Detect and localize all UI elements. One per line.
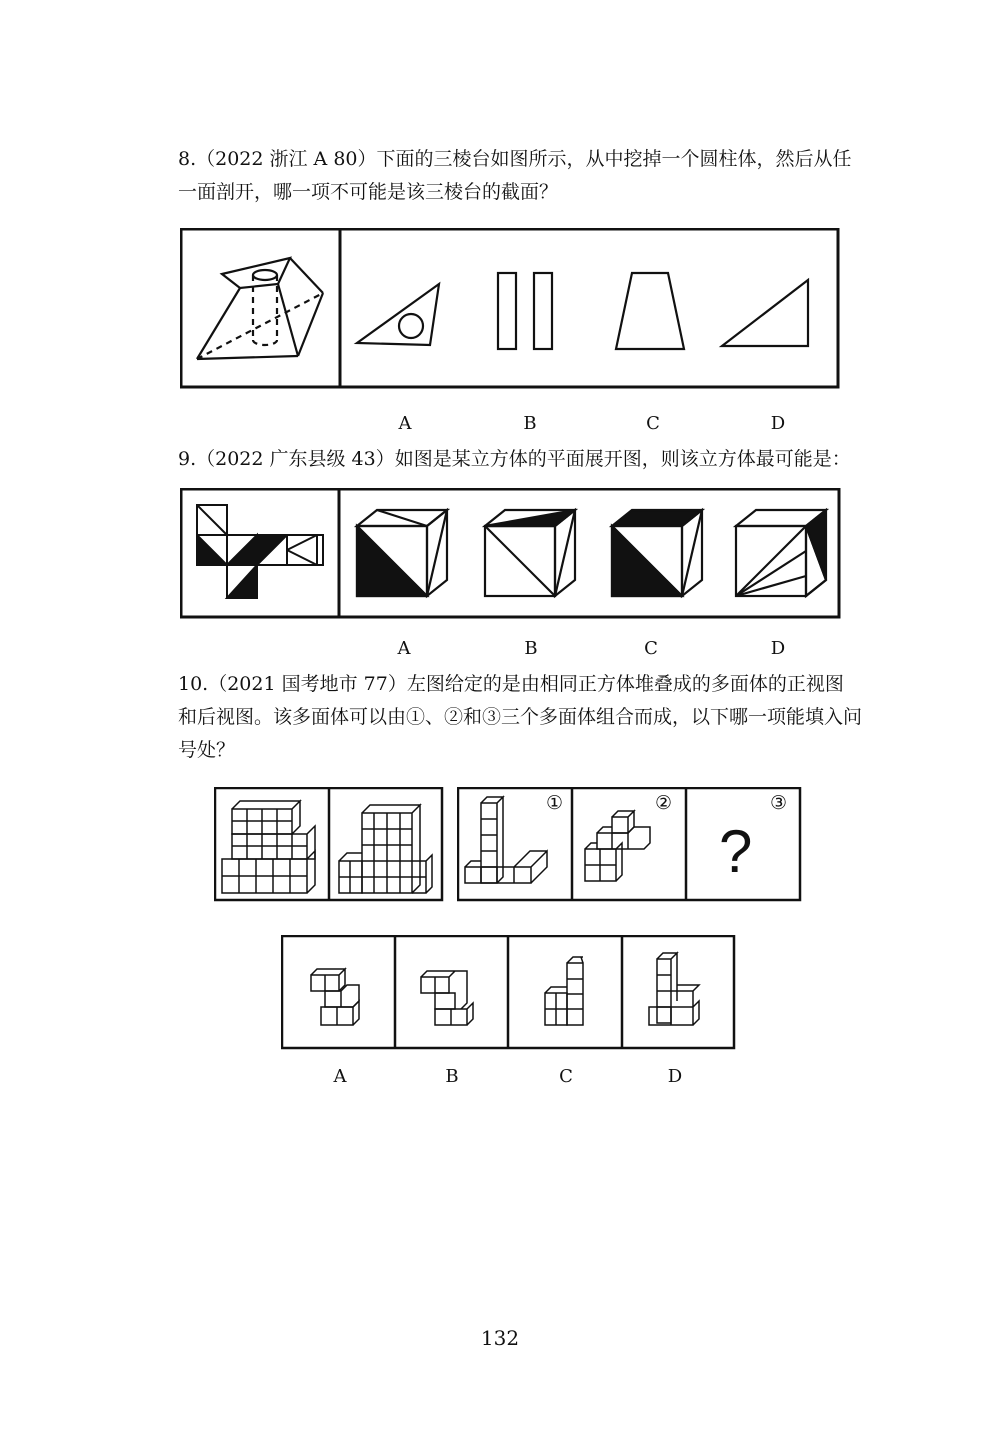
q8-label-b[interactable]: B [523, 413, 537, 434]
q10-option-c-shape [545, 957, 583, 1025]
q10-option-d-shape [649, 953, 699, 1025]
q10-label-c[interactable]: C [559, 1066, 573, 1087]
q9-figure [180, 488, 842, 620]
q8-option-c-shape [616, 273, 684, 349]
q9-label-c[interactable]: C [644, 638, 658, 659]
q10-answer-options [281, 935, 737, 1051]
q10-line-3: 号处？ [178, 739, 236, 761]
q9-label-b[interactable]: B [524, 638, 538, 659]
question-9-text [178, 443, 888, 476]
frustum-shape [197, 258, 323, 359]
unknown-piece-question-mark: ? [719, 818, 753, 885]
q10-option-b-shape [421, 971, 473, 1025]
q10-option-a-shape [311, 969, 359, 1025]
piece-1-shape [465, 797, 547, 883]
q10-label-b[interactable]: B [445, 1066, 459, 1087]
q10-options-svg [281, 935, 737, 1051]
q10-line-2: 和后视图。该多面体可以由①、②和③三个多面体组合而成，以下哪一项能填入问 [178, 706, 863, 728]
back-view-stack [339, 805, 432, 893]
q8-figure [180, 228, 840, 390]
question-8-text [178, 143, 888, 209]
q10-label-a[interactable]: A [333, 1066, 347, 1087]
q9-option-d-cube [736, 510, 826, 596]
q8-label-a[interactable]: A [398, 413, 412, 434]
cube-net [197, 505, 323, 598]
q10-pieces [457, 787, 803, 903]
q8-option-d-shape [722, 280, 808, 346]
piece-2-shape [585, 811, 650, 881]
q8-line-1: 8.（2022 浙江 A 80）下面的三棱台如图所示，从中挖掉一个圆柱体，然后从任 [178, 148, 852, 170]
q8-line-2: 一面剖开，哪一项不可能是该三棱台的截面？ [178, 181, 559, 203]
q8-option-a-shape [357, 284, 439, 345]
q9-option-c-cube [612, 510, 702, 596]
q9-label-d[interactable]: D [770, 638, 786, 659]
q10-views-svg [214, 787, 444, 903]
q9-option-b-cube [485, 510, 575, 596]
page-number: 132 [480, 1326, 520, 1350]
piece-1-number: ① [546, 792, 564, 814]
q10-line-1: 10.（2021 国考地市 77）左图给定的是由相同正方体堆叠成的多面体的正视图 [178, 673, 844, 695]
front-view-stack [222, 801, 315, 893]
q9-label-a[interactable]: A [397, 638, 411, 659]
q8-option-b-shape [498, 273, 552, 349]
piece-2-number: ② [655, 792, 673, 814]
q8-label-c[interactable]: C [646, 413, 660, 434]
q10-label-d[interactable]: D [667, 1066, 683, 1087]
q9-option-a-cube [357, 510, 447, 596]
q10-given-views [214, 787, 444, 903]
q8-label-d[interactable]: D [770, 413, 786, 434]
q9-figure-svg [180, 488, 842, 620]
question-10-text [178, 668, 888, 767]
piece-3-number: ③ [770, 792, 788, 814]
q8-figure-svg [180, 228, 840, 390]
q9-line-1: 9.（2022 广东县级 43）如图是某立方体的平面展开图，则该立方体最可能是： [178, 448, 851, 470]
